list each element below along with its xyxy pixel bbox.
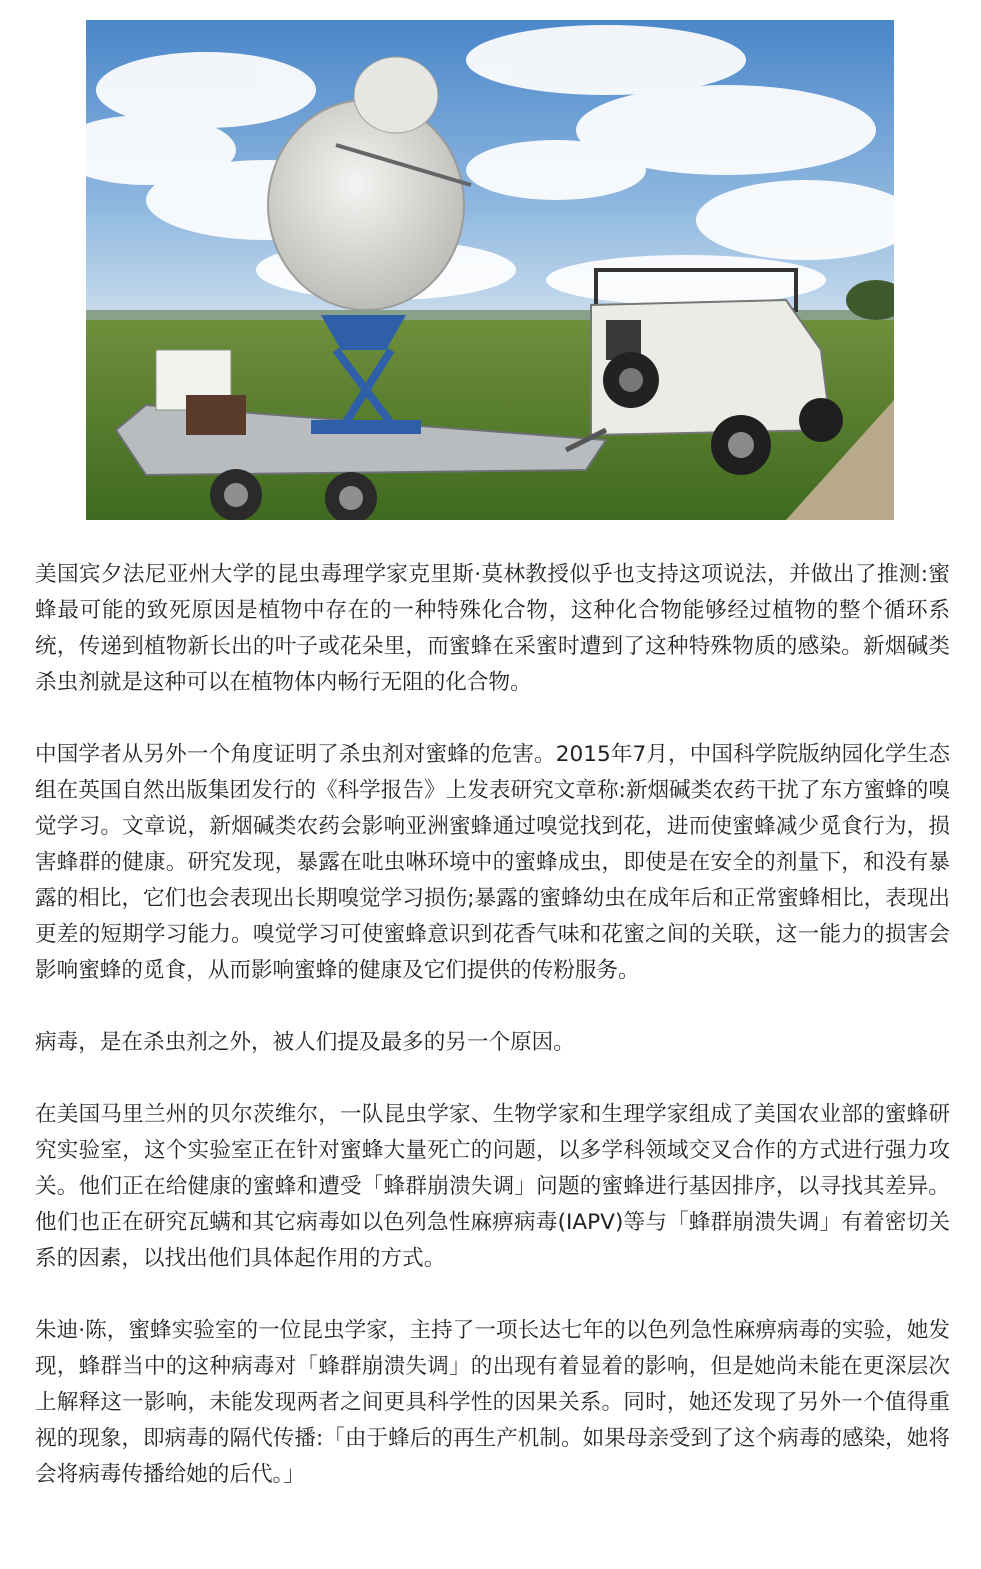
- paragraph-5: 朱迪·陈，蜜蜂实验室的一位昆虫学家，主持了一项长达七年的以色列急性麻痹病毒的实验，她发现，蜂群当中的这种病毒对「蜂群崩溃失调」的出现有着显着的影响，但是她尚未能在更深层次上解释这一影响，未能发现两者之间更具科学性的因果关系。同时，她还发现了另外一个值得重视的现象，即病毒的隔代传播:「由于蜂后的再生产机制。如果母亲受到了这个病毒的感染，她将会将病毒传播给她的后代。」: [35, 1318, 950, 1487]
- article-body: [35, 557, 950, 1529]
- paragraph-3: 病毒，是在杀虫剂之外，被人们提及最多的另一个原因。: [35, 1030, 575, 1055]
- paragraph-2: 中国学者从另外一个角度证明了杀虫剂对蜜蜂的危害。2015年7月，中国科学院版纳园化学生态组在英国自然出版集团发行的《科学报告》上发表研究文章称:新烟碱类农药干扰了东方蜜蜂的嗅觉学习。文章说，新烟碱类农药会影响亚洲蜜蜂通过嗅觉找到花，进而使蜜蜂减少觅食行为，损害蜂群的健康。研究发现，暴露在吡虫啉环境中的蜜蜂成虫，即使是在安全的剂量下，和没有暴露的相比，它们也会表现出长期嗅觉学习损伤;暴露的蜜蜂幼虫在成年后和正常蜜蜂相比，表现出更差的短期学习能力。嗅觉学习可使蜜蜂意识到花香气味和花蜜之间的关联，这一能力的损害会影响蜜蜂的觅食，从而影响蜜蜂的健康及它们提供的传粉服务。: [35, 742, 950, 983]
- satellite-dish-trailer-icon: [86, 20, 894, 520]
- article-photo: [86, 20, 894, 520]
- paragraph-4: 在美国马里兰州的贝尔茨维尔，一队昆虫学家、生物学家和生理学家组成了美国农业部的蜜蜂研究实验室，这个实验室正在针对蜜蜂大量死亡的问题，以多学科领域交叉合作的方式进行强力攻关。他们正在给健康的蜜蜂和遭受「蜂群崩溃失调」问题的蜜蜂进行基因排序，以寻找其差异。他们也正在研究瓦螨和其它病毒如以色列急性麻痹病毒(IAPV)等与「蜂群崩溃失调」有着密切关系的因素，以找出他们具体起作用的方式。: [35, 1102, 950, 1271]
- paragraph-1: 美国宾夕法尼亚州大学的昆虫毒理学家克里斯·莫林教授似乎也支持这项说法，并做出了推测:蜜蜂最可能的致死原因是植物中存在的一种特殊化合物，这种化合物能够经过植物的整个循环系统，传递到植物新长出的叶子或花朵里，而蜜蜂在采蜜时遭到了这种特殊物质的感染。新烟碱类杀虫剂就是这种可以在植物体内畅行无阻的化合物。: [35, 562, 950, 695]
